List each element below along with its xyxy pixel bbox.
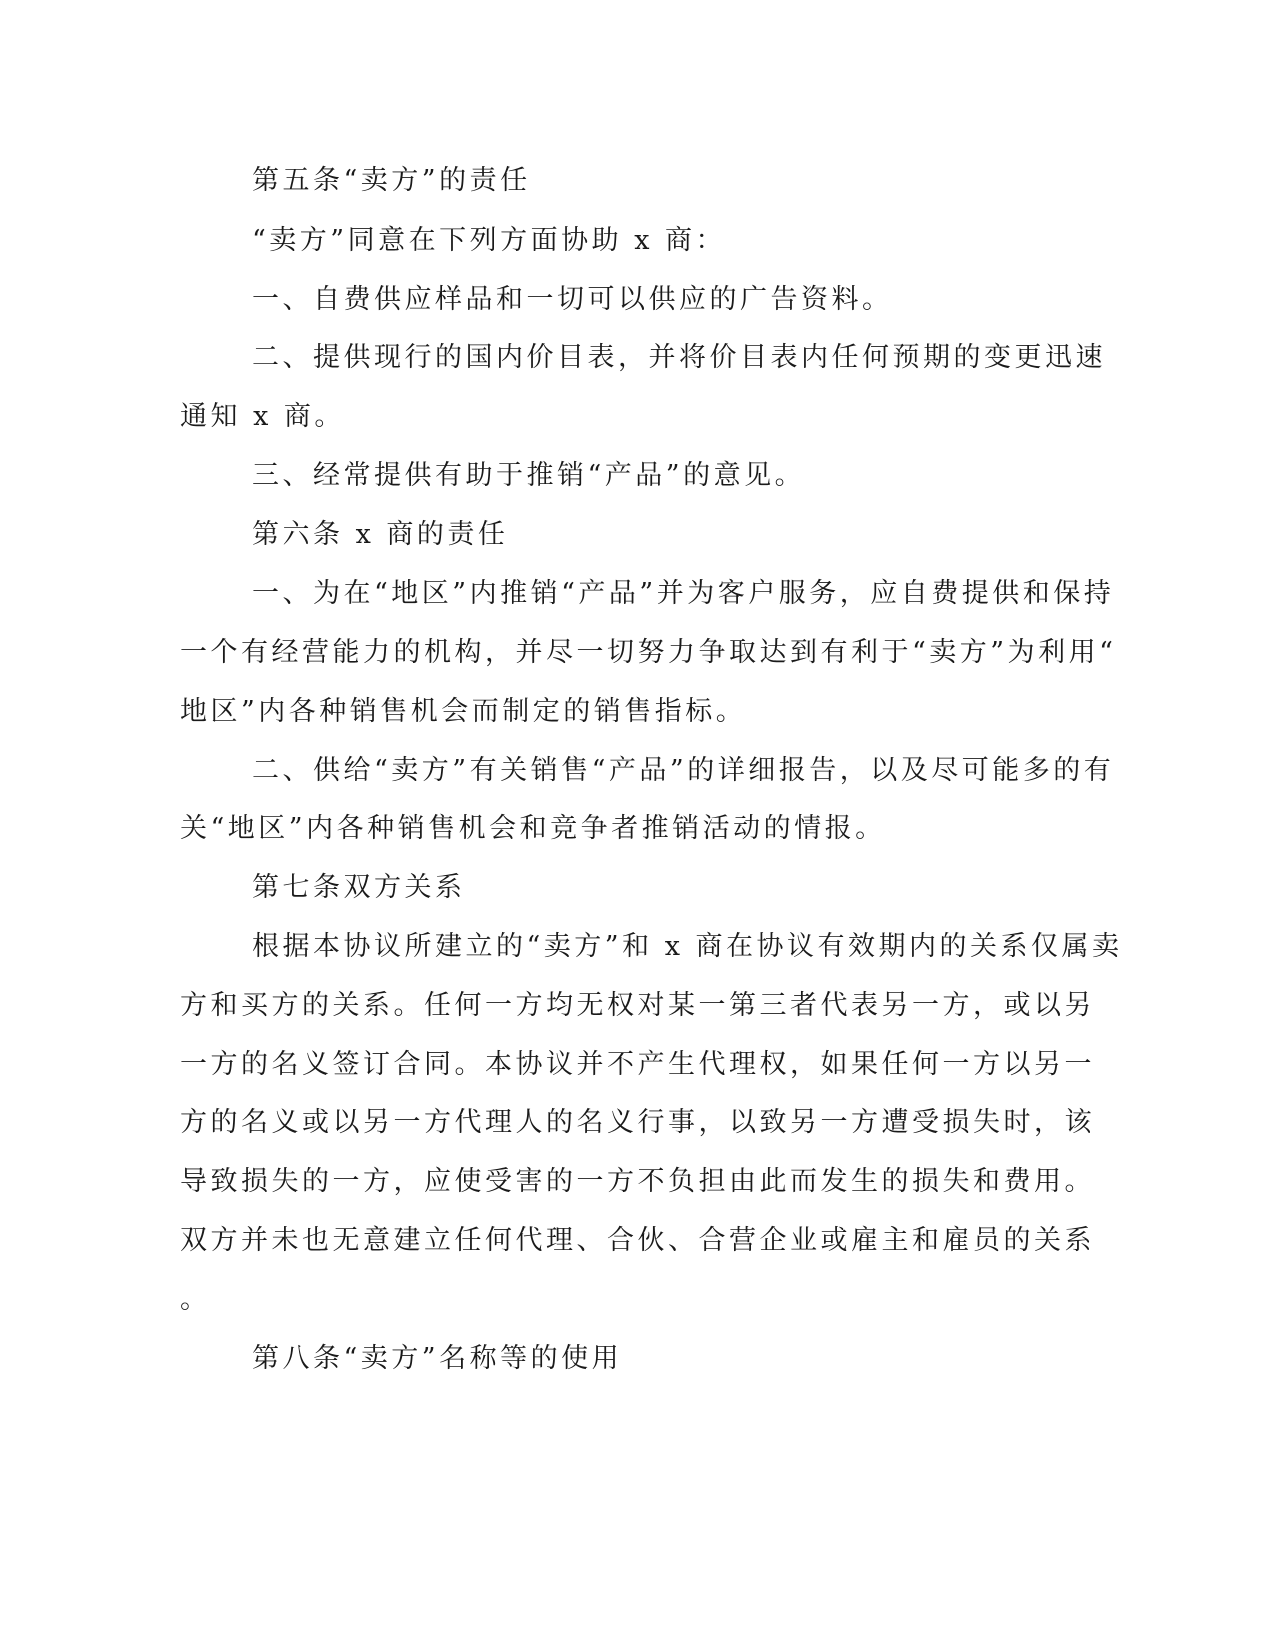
article-8-heading: 第八条“卖方”名称等的使用	[252, 1343, 623, 1374]
article-6-item-2-line-2: 关“地区”内各种销售机会和竞争者推销活动的情报。	[180, 813, 886, 844]
article-6-item-1-line-3: 地区”内各种销售机会而制定的销售指标。	[180, 696, 747, 727]
article-5-item-2-line-2: 通知 x 商。	[180, 401, 345, 432]
article-7-paragraph-line-3: 一方的名义签订合同。本协议并不产生代理权，如果任何一方以另一	[180, 1049, 1095, 1080]
article-7-paragraph-line-5: 导致损失的一方，应使受害的一方不负担由此而发生的损失和费用。	[180, 1166, 1095, 1197]
article-6-item-1-line-1: 一、为在“地区”内推销“产品”并为客户服务，应自费提供和保持	[252, 578, 1115, 609]
article-5-item-1: 一、自费供应样品和一切可以供应的广告资料。	[252, 284, 893, 315]
article-5-item-3: 三、经常提供有助于推销“产品”的意见。	[252, 460, 806, 491]
article-7-paragraph-line-2: 方和买方的关系。任何一方均无权对某一第三者代表另一方，或以另	[180, 990, 1095, 1021]
article-7-paragraph-line-6: 双方并未也无意建立任何代理、合伙、合营企业或雇主和雇员的关系	[180, 1225, 1095, 1256]
article-7-paragraph-line-1: 根据本协议所建立的“卖方”和 x 商在协议有效期内的关系仅属卖	[252, 931, 1123, 962]
article-5-item-2-line-1: 二、提供现行的国内价目表，并将价目表内任何预期的变更迅速	[252, 342, 1106, 373]
article-5-heading: 第五条“卖方”的责任	[252, 165, 531, 196]
article-6-item-2-line-1: 二、供给“卖方”有关销售“产品”的详细报告，以及尽可能多的有	[252, 755, 1115, 786]
article-6-heading: 第六条 x 商的责任	[252, 519, 509, 550]
article-7-heading: 第七条双方关系	[252, 872, 466, 903]
article-5-intro: “卖方”同意在下列方面协助 x 商：	[252, 225, 726, 256]
article-7-paragraph-line-7: 。	[180, 1284, 211, 1315]
article-6-item-1-line-2: 一个有经营能力的机构，并尽一切努力争取达到有利于“卖方”为利用“	[180, 637, 1117, 668]
article-7-paragraph-line-4: 方的名义或以另一方代理人的名义行事，以致另一方遭受损失时，该	[180, 1107, 1095, 1138]
